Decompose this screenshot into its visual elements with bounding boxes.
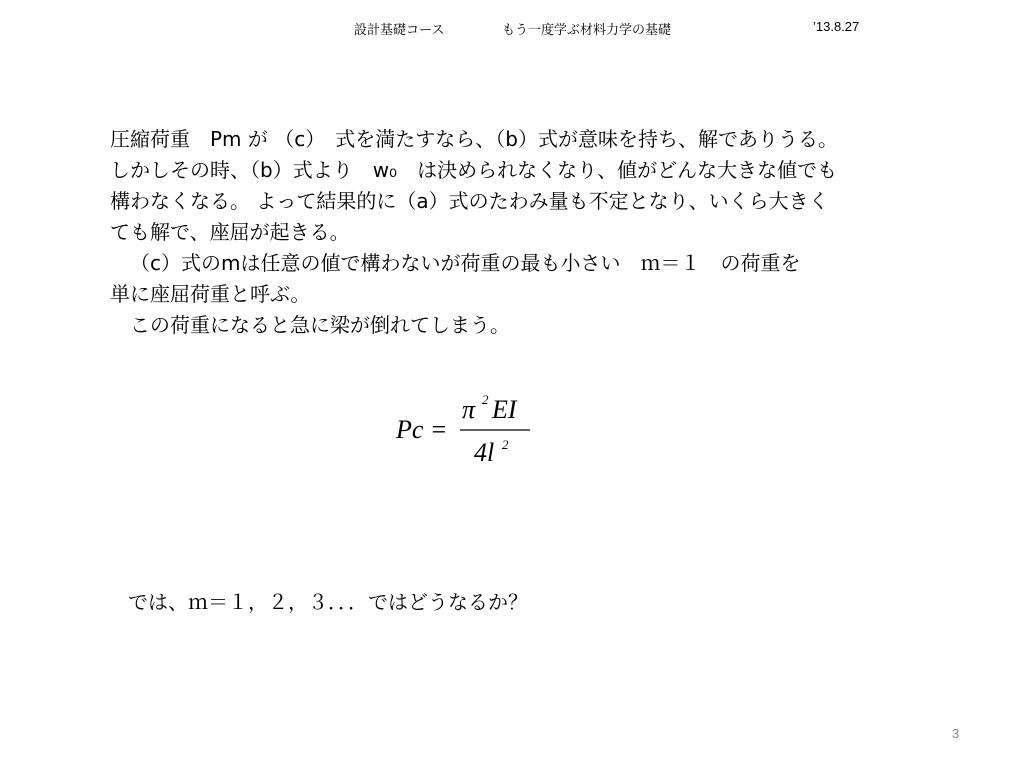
formula-denominator: 4l — [474, 438, 495, 467]
explanation-text — [110, 124, 950, 341]
formula-ei: EI — [492, 395, 517, 424]
course-name: 設計基礎コース — [354, 23, 445, 38]
body-line: 構わなくなる。 よって結果的に（a）式のたわみ量も不定となり、いくら大きく — [110, 189, 829, 213]
question-text: では、ｍ＝１，２，３．．．ではどうなるか？ — [128, 590, 528, 614]
formula-pi-exponent: 2 — [482, 392, 489, 407]
slide-series-title: もう一度学ぶ材料力学の基礎 — [502, 23, 672, 38]
formula-lhs: Pc = — [396, 415, 448, 444]
body-line: （c）式のmは任意の値で構わないが荷重の最も小さい ｍ＝１ の荷重を — [130, 251, 801, 275]
body-line: 単に座屈荷重と呼ぶ。 — [110, 282, 311, 306]
buckling-load-formula — [390, 388, 550, 478]
formula-svg — [390, 388, 550, 478]
formula-pi: π — [462, 395, 476, 424]
page-number: 3 — [952, 726, 960, 741]
slide-header — [0, 19, 1024, 39]
body-line: 圧縮荷重 Pm が （c） 式を満たすなら、（b）式が意味を持ち、解でありうる。 — [110, 127, 838, 151]
body-line: しかしその時、（b）式より w₀ は決められなくなり、値がどんな大きな値でも — [110, 158, 838, 182]
body-line: ても解で、座屈が起きる。 — [110, 220, 350, 244]
slide-date: ’13.8.27 — [813, 19, 860, 34]
formula-denominator-exponent: 2 — [502, 437, 509, 452]
body-line: この荷重になると急に梁が倒れてしまう。 — [130, 313, 510, 337]
